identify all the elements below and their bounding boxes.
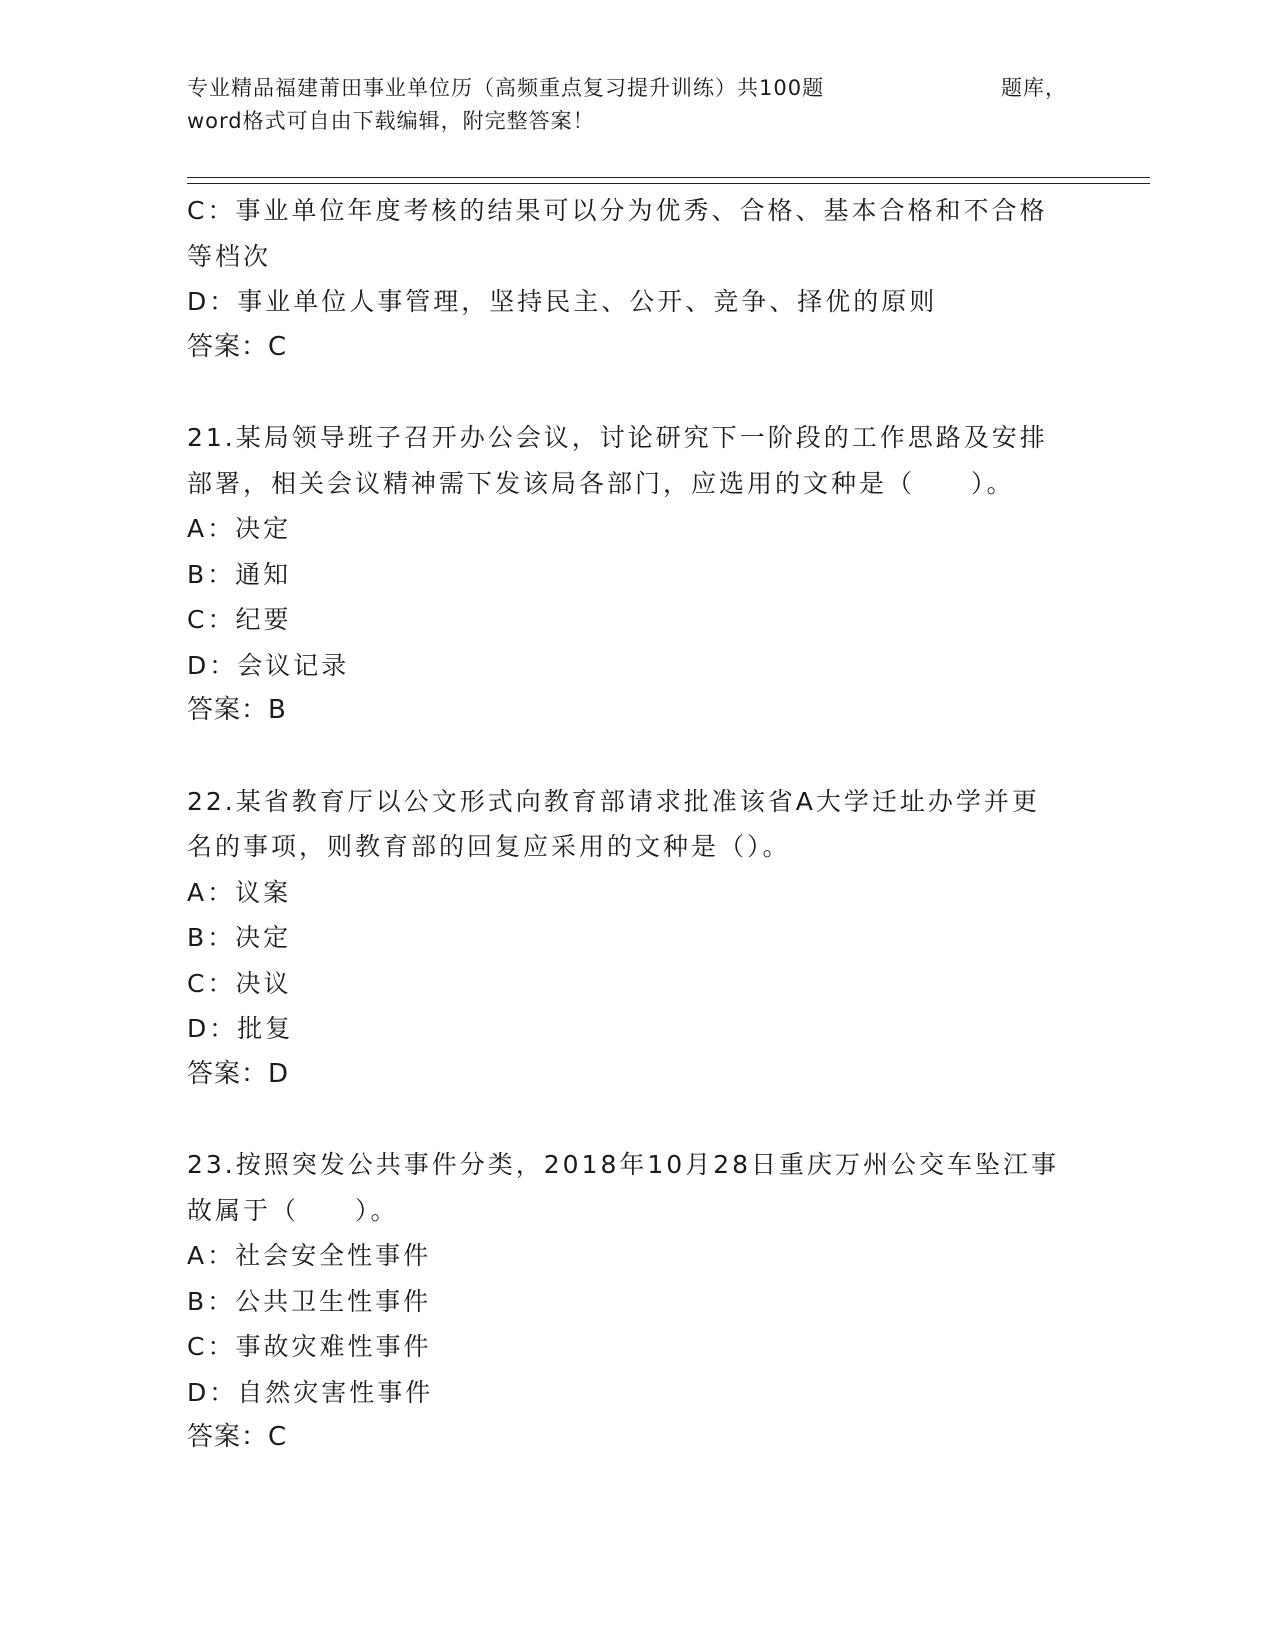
spacer [187,370,1087,415]
option-line: B：通知 [187,559,292,589]
option-line: C：决议 [187,968,292,998]
answer-line: 答案：D [187,1058,290,1089]
option-line: 等档次 [187,241,272,271]
answer-line: 答案：C [187,331,288,362]
page-header [187,72,1067,138]
question-stem: 故属于（ ）。 [187,1195,399,1225]
option-line: B：公共卫生性事件 [187,1286,432,1316]
option-line: D：批复 [187,1014,294,1043]
option-line: B：决定 [187,923,292,952]
option-line: D：会议记录 [187,650,350,680]
header-title-suffix: 题库， [1001,76,1067,100]
question-block-23 [187,1142,1087,1461]
question-stem: 名的事项，则教育部的回复应采用的文种是（）。 [187,832,791,861]
option-line: D：事业单位人事管理，坚持民主、公开、竞争、择优的原则 [187,287,938,316]
question-stem: 23.按照突发公共事件分类，2018年10月28日重庆万州公交车坠江事 [187,1150,1060,1179]
option-line: A：议案 [187,877,292,907]
question-content [187,188,1087,1461]
answer-line: 答案：C [187,1422,288,1452]
question-block-prev [187,188,1087,370]
header-title-row [187,72,1067,105]
option-line: A：决定 [187,514,292,543]
option-line: A：社会安全性事件 [187,1241,432,1270]
question-stem: 22.某省教育厅以公文形式向教育部请求批准该省A大学迁址办学并更 [187,786,1040,816]
option-line: C：事故灾难性事件 [187,1332,432,1361]
answer-line: 答案：B [187,695,287,725]
header-subtitle: word格式可自由下载编辑，附完整答案！ [187,109,595,133]
question-stem: 21.某局领导班子召开办公会议，讨论研究下一阶段的工作思路及安排 [187,423,1048,452]
header-title: 专业精品福建莆田事业单位历（高频重点复习提升训练）共100题 [187,76,825,100]
spacer [187,734,1087,779]
question-block-22 [187,779,1087,1098]
option-line: C：事业单位年度考核的结果可以分为优秀、合格、基本合格和不合格 [187,196,1048,225]
header-divider [187,177,1150,184]
option-line: D：自然灾害性事件 [187,1377,434,1407]
question-block-21 [187,415,1087,734]
question-stem: 部署，相关会议精神需下发该局各部门，应选用的文种是（ ）。 [187,468,1015,498]
option-line: C：纪要 [187,605,292,634]
spacer [187,1097,1087,1142]
